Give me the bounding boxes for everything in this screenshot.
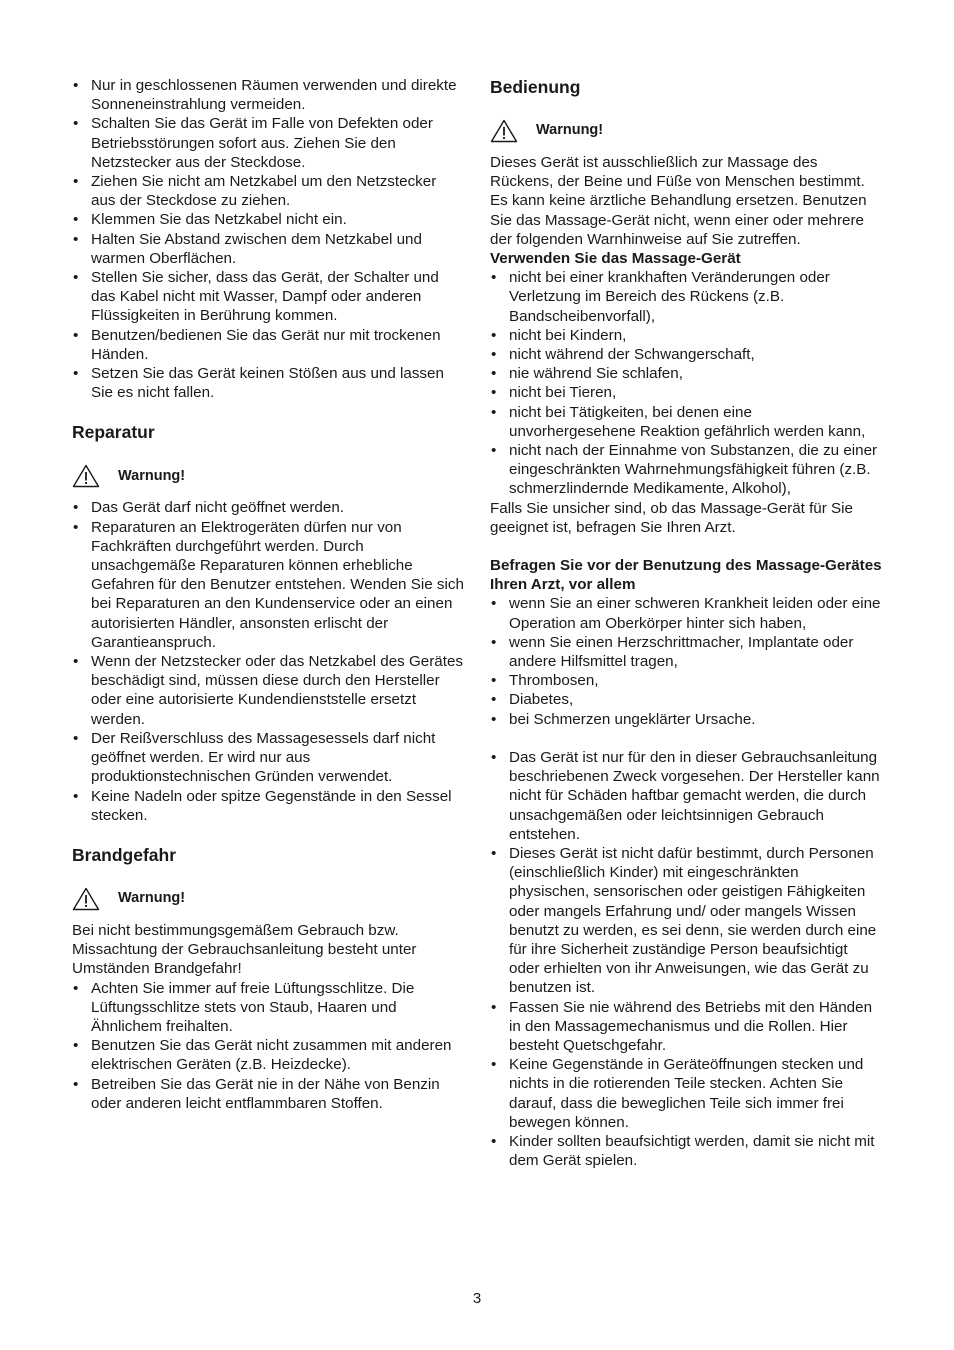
bedienung-heading: Bedienung [490, 77, 581, 97]
right-column [490, 76, 882, 1170]
brandgefahr-warning [72, 886, 464, 912]
reparatur-heading: Reparatur [72, 422, 155, 443]
brandgefahr-heading: Brandgefahr [72, 844, 177, 865]
list-item: • Klemmen Sie das Netzkabel nicht ein. [72, 210, 464, 229]
warning-triangle-icon [490, 119, 518, 143]
list-item: • Stellen Sie sicher, dass das Gerät, der Schalter und das Kabel nicht mit Wasser, Dampf oder anderen Flüssigkeiten in Berührung kommen. [72, 268, 464, 326]
list-item: • Das Gerät ist nur für den in dieser Gebrauchsanleitung beschriebenen Zweck vorgesehen. Der Hersteller kann nicht für Schäden haftbar gemacht werden, die durch unsachgemäßen oder leichtsinnigen Gebrauch entstehen. [490, 748, 882, 844]
list-item: • nicht während der Schwangerschaft, [490, 345, 882, 364]
list-item: • Benutzen/bedienen Sie das Gerät nur mit trockenen Händen. [72, 326, 464, 364]
list-item: • Dieses Gerät ist nicht dafür bestimmt, durch Personen (einschließlich Kinder) mit eingeschränkten physischen, sensorischen oder geistigen Fähigkeiten oder mangels Erfahrung und/ oder mangels Wissen benutzt zu werden, es sei denn, sie werden durch eine für ihre Sicherheit zuständige Person beaufsichtigt oder erhielten von ihr Anweisungen, wie das Gerät zu benutzen ist. [490, 844, 882, 998]
reparatur-warning [72, 463, 464, 489]
list-item: • Nur in geschlossenen Räumen verwenden und direkte Sonneneinstrahlung vermeiden. [72, 76, 464, 114]
subheading-verwenden: Verwenden Sie das Massage-Gerät [490, 250, 741, 268]
list-item: • Ziehen Sie nicht am Netzkabel um den Netzstecker aus der Steckdose zu ziehen. [72, 172, 464, 210]
warning-label: Warnung! [536, 122, 604, 139]
list-item: • nie während Sie schlafen, [490, 364, 882, 383]
brandgefahr-intro: Bei nicht bestimmungsgemäßem Gebrauch bzw. Missachtung der Gebrauchsanleitung besteht unter Umständen Brandgefahr! [72, 921, 417, 978]
list-item: • Schalten Sie das Gerät im Falle von Defekten oder Betriebsstörungen sofort aus. Ziehen Sie den Netzstecker aus der Steckdose. [72, 114, 464, 172]
bedienung-warning [490, 118, 882, 144]
list-item: • wenn Sie einen Herzschrittmacher, Implantate oder andere Hilfsmittel tragen, [490, 633, 882, 671]
list-item: • Halten Sie Abstand zwischen dem Netzkabel und warmen Oberflächen. [72, 230, 464, 268]
list-item: • Achten Sie immer auf freie Lüftungsschlitze. Die Lüftungsschlitze stets von Staub, Haaren und Ähnlichem freihalten. [72, 979, 464, 1037]
list-item: • Der Reißverschluss des Massagesessels darf nicht geöffnet werden. Er wird nur aus produktionstechnischen Gründen verwendet. [72, 729, 464, 787]
verwenden-list [490, 268, 882, 498]
brandgefahr-list [72, 979, 464, 1113]
list-item: • Kinder sollten beaufsichtigt werden, damit sie nicht mit dem Gerät spielen. [490, 1132, 882, 1170]
list-item: • Benutzen Sie das Gerät nicht zusammen mit anderen elektrischen Geräten (z.B. Heizdecke). [72, 1036, 464, 1074]
list-item: • nicht bei Tieren, [490, 383, 882, 402]
list-item: • Keine Gegenstände in Geräteöffnungen stecken und nichts in die rotierenden Teile stecken. Achten Sie darauf, dass die beweglichen Teile sich immer frei bewegen können. [490, 1055, 882, 1132]
list-item: • Keine Nadeln oder spitze Gegenstände in den Sessel stecken. [72, 787, 464, 825]
list-item: • wenn Sie an einer schweren Krankheit leiden oder eine Operation am Oberkörper hinter sich haben, [490, 594, 882, 632]
list-item: • nicht nach der Einnahme von Substanzen, die zu einer eingeschränkten Wahrnehmungsfähigkeit führen (z.B. schmerzlindernde Medikamente, Alkohol), [490, 441, 882, 499]
list-item: • bei Schmerzen ungeklärter Ursache. [490, 710, 882, 729]
befragen-list [490, 594, 882, 728]
subheading-befragen: Befragen Sie vor der Benutzung des Massage-Gerätes Ihren Arzt, vor allem [490, 557, 882, 594]
intro-list [72, 76, 464, 402]
list-item: • Das Gerät darf nicht geöffnet werden. [72, 498, 464, 517]
general-list [490, 748, 882, 1170]
bedienung-intro: Dieses Gerät ist ausschließlich zur Massage des Rückens, der Beine und Füße von Menschen bestimmt. Es kann keine ärztliche Behandlung ersetzen. Benutzen Sie das Massage-Gerät nicht, wenn einer oder mehrere der folgenden Warnhinweise auf Sie zutreffen. [490, 154, 867, 248]
list-item: • nicht bei einer krankhaften Veränderungen oder Verletzung im Bereich des Rückens (z.B. Bandscheibenvorfall), [490, 268, 882, 326]
list-item: • Fassen Sie nie während des Betriebs mit den Händen in den Massagemechanismus und die Rollen. Hier besteht Quetschgefahr. [490, 998, 882, 1056]
warning-label: Warnung! [118, 467, 186, 484]
list-item: • Reparaturen an Elektrogeräten dürfen nur von Fachkräften durchgeführt werden. Durch unsachgemäße Reparaturen können erhebliche Gefahren für den Benutzer entstehen. Wenden Sie sich bei Reparaturen an den Kundenservice oder an einen autorisierten Händler, ansonsten erlischt der Garantieanspruch. [72, 518, 464, 652]
list-item: • Wenn der Netzstecker oder das Netzkabel des Gerätes beschädigt sind, müssen diese durch den Hersteller oder eine autorisierte Kundendienststelle ersetzt werden. [72, 652, 464, 729]
list-item: • Setzen Sie das Gerät keinen Stößen aus und lassen Sie es nicht fallen. [72, 364, 464, 402]
list-item: • Betreiben Sie das Gerät nie in der Nähe von Benzin oder anderen leicht entflammbaren Stoffen. [72, 1075, 464, 1113]
warning-label: Warnung! [118, 890, 186, 907]
page-number: 3 [472, 1290, 482, 1307]
warning-triangle-icon [72, 464, 100, 488]
list-item: • Diabetes, [490, 690, 882, 709]
reparatur-list [72, 498, 464, 824]
list-item: • nicht bei Kindern, [490, 326, 882, 345]
warning-triangle-icon [72, 887, 100, 911]
left-column [72, 76, 464, 1113]
list-item: • Thrombosen, [490, 671, 882, 690]
unsure-text: Falls Sie unsicher sind, ob das Massage-Gerät für Sie geeignet ist, befragen Sie Ihren Arzt. [490, 499, 853, 536]
list-item: • nicht bei Tätigkeiten, bei denen eine unvorhergesehene Reaktion gefährlich werden kann, [490, 403, 882, 441]
